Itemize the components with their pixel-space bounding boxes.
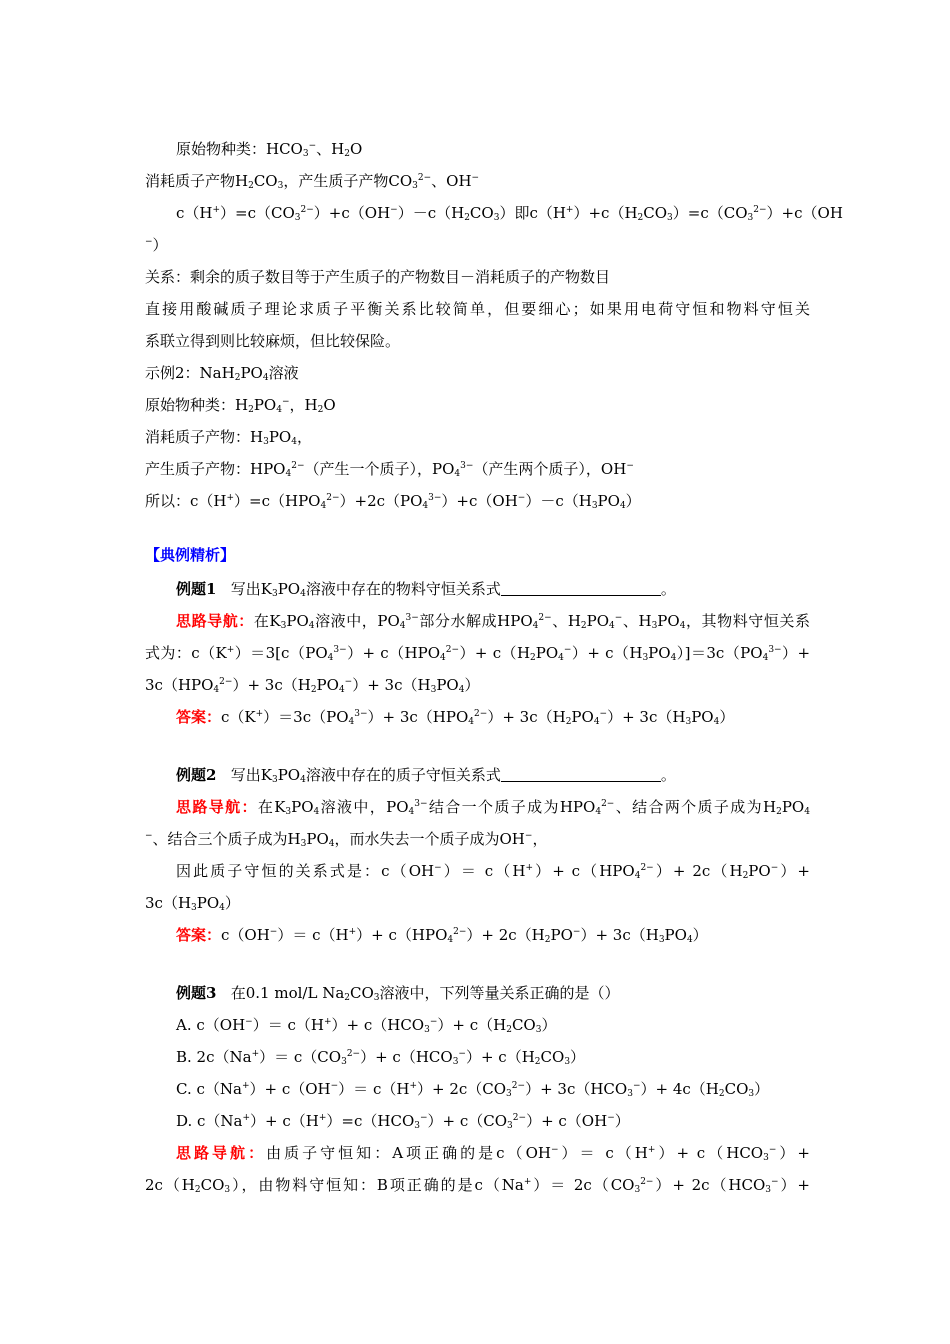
answer-blank <box>501 581 661 596</box>
text-line: 系联立得到则比较麻烦，但比较保险。 <box>145 332 401 350</box>
example-2-answer: 答案：$c(OH^-)= c(H^+)+ c(HPO_4^{2-})+ 2c(H_2PO^-)+ 3c(H_3PO_4)$ <box>176 926 708 945</box>
text-line: 关系：剩余的质子数目等于产生质子的产物数目－消耗质子的产物数目 <box>145 268 611 286</box>
text-line: 示例2：$NaH_2PO_4$溶液 <box>145 364 299 383</box>
example-2-question: 例题2 写出$K_3PO_4$溶液中存在的质子守恒关系式 。 <box>176 766 676 785</box>
text-line: 原始物种类：$HCO_3^-$、$H_2O$ <box>176 140 363 159</box>
text-line: $2c(H_2CO_3)$，由物料守恒知：B项正确的是$c(Na^+)= 2c(CO_3^{2-})+ 2c(HCO_3^-)+$ <box>145 1176 810 1195</box>
answer-blank <box>501 767 661 782</box>
guide-label: 思路导航： <box>176 1144 267 1162</box>
option-d: D. $c(Na^+)+ c(H^+)=c(HCO_3^-)+ c(CO_3^{2-})+ c(OH^-)$ <box>176 1112 630 1131</box>
answer-label: 答案： <box>176 926 222 944</box>
text-line: $c(H^+)=c(CO_3^{2-})+c(OH^-)-c(H_2CO_3)$即$c(H^+)+c(H_2CO_3)=c(CO_3^{2-})+c(OH$ <box>176 204 843 223</box>
example-1-question: 例题1 写出$K_3PO_4$溶液中存在的物料守恒关系式 。 <box>176 580 676 599</box>
example-3-question: 例题3 在0.1 mol/L $Na_2CO_3$溶液中，下列等量关系正确的是（） <box>176 984 620 1003</box>
text-line: −、结合三个质子成为$H_3PO_4$，而水失去一个质子成为OH−， <box>145 830 548 849</box>
example-label: 例题2 <box>176 766 217 784</box>
example-1-guide: 思路导航：在$K_3PO_4$溶液中，$PO_4^{3-}$部分水解成$HPO_4^{2-}$、$H_2PO_4^-$、$H_3PO_4$，其物料守恒关系 <box>176 612 810 631</box>
example-label: 例题3 <box>176 984 217 1002</box>
answer-label: 答案： <box>176 708 222 726</box>
text-line: 消耗质子产物$H_2CO_3$，产生质子产物$CO_3^{2-}$、OH− <box>145 172 480 191</box>
example-2-guide: 思路导航：在$K_3PO_4$溶液中，$PO_4^{3-}$结合一个质子成为$HPO_4^{2-}$、结合两个质子成为$H_2PO_4$ <box>176 798 810 817</box>
text-line: 式为：$c(K^+)=3[c(PO_4^{3-})+ c(HPO_4^{2-})+ c(H_2PO_4^-)+ c(H_3PO_4)]=3c(PO_4^{3-})+$ <box>145 644 811 663</box>
option-b: B. $2c(Na^+)= c(CO_3^{2-})+ c(HCO_3^-)+ c(H_2CO_3)$ <box>176 1048 586 1067</box>
option-c: C. $c(Na^+)+ c(OH^-)= c(H^+)+ 2c(CO_3^{2-})+ 3c(HCO_3^-)+ 4c(H_2CO_3)$ <box>176 1080 770 1099</box>
text-line: 消耗质子产物：$H_3PO_4$， <box>145 428 312 447</box>
text-line: $3c(H_3PO_4)$ <box>145 894 240 913</box>
text-line: 因此质子守恒的关系式是：$c(OH^-)= c(H^+)+ c(HPO_4^{2-})+ 2c(H_2PO^-)+$ <box>176 862 810 881</box>
example-3-guide: 思路导航：由质子守恒知：A项正确的是$c(OH^-)= c(H^+)+ c(HCO_3^-)+$ <box>176 1144 810 1163</box>
text-line: 所以：$c(H^+)=c(HPO_4^{2-})+2c(PO_4^{3-})+c(OH^-)-c(H_3PO_4)$ <box>145 492 641 511</box>
text-line: $3c(HPO_4^{2-})+ 3c(H_2PO_4^-)+ 3c(H_3PO_4)$ <box>145 676 480 695</box>
option-a: A. $c(OH^-)= c(H^+)+ c(HCO_3^-)+ c(H_2CO_3)$ <box>176 1016 557 1035</box>
section-title: 【典例精析】 <box>145 546 236 564</box>
guide-label: 思路导航： <box>176 798 258 816</box>
example-label: 例题1 <box>176 580 217 598</box>
text-line: −） <box>145 236 168 254</box>
text-line: 直接用酸碱质子理论求质子平衡关系比较简单，但要细心；如果用电荷守恒和物料守恒关 <box>145 300 810 318</box>
guide-label: 思路导航： <box>176 612 254 630</box>
text-line: 产生质子产物：$HPO_4^{2-}$（产生一个质子），$PO_4^{3-}$（产生两个质子），OH− <box>145 460 634 479</box>
text-line: 原始物种类：$H_2PO_4^-$，$H_2O$ <box>145 396 336 415</box>
example-1-answer: 答案：$c(K^+)=3c(PO_4^{3-})+ 3c(HPO_4^{2-})+ 3c(H_2PO_4^-)+ 3c(H_3PO_4)$ <box>176 708 735 727</box>
